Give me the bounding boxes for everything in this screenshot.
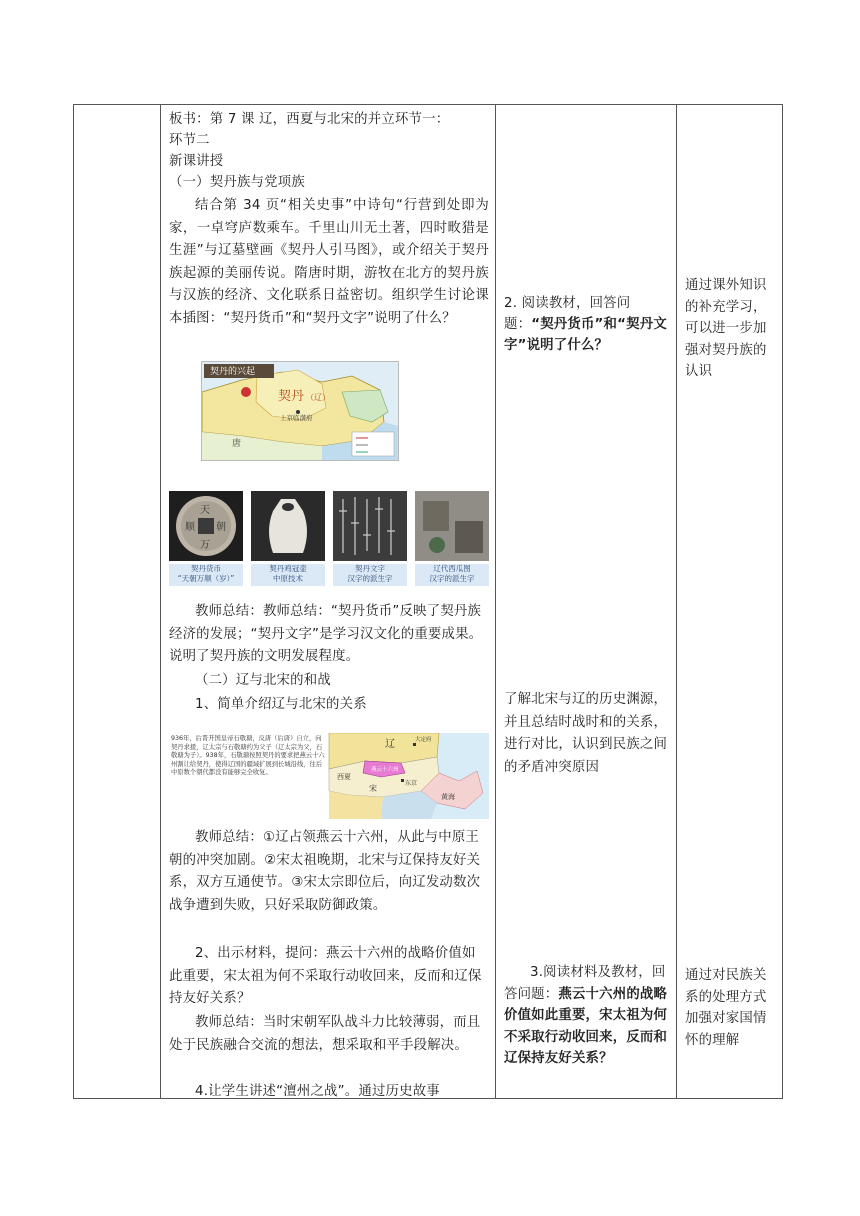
caption-kettle — [251, 564, 325, 586]
question-3-text: 燕云十六州的战略价值如此重要，宋太祖为何不采取行动收回来，反而和辽保持友好关系？ — [504, 986, 668, 1066]
question-material: 2、出示材料，提问：燕云十六州的战略价值如此重要，宋太祖为何不采取行动收回来，反而和辽保持友好关系？ — [169, 946, 482, 1006]
map2-label-dongjing: 东京 — [405, 780, 418, 787]
goal-history-relations: 了解北宋与辽的历史渊源，并且总结时战时和的关系，进行对比，认识到民族之间的矛盾冲突原因 — [504, 692, 668, 775]
coin-char-bottom: 万 — [200, 540, 210, 551]
caption-coin-title: 契丹货币 — [191, 564, 221, 573]
teacher-summary-1: 教师总结：教师总结：“契丹货币”反映了契丹族经济的发展；“契丹文字”是学习汉文化的重要成果。说明了契丹族的文明发展程度。 — [169, 604, 483, 664]
map2-caption-text: 936年，后晋开国皇帝石敬瑭，反唐（后唐）自立，向契丹求援，辽太宗与石敬瑭约为父子（辽太宗为父，石敬瑭为子）。938年，石敬瑭按照契丹的要求把燕云十六州割让给契丹，使得辽国的疆域扩展到长城沿线，往后中原数个朝代都没有能够完全收复。 — [171, 735, 325, 777]
teacher-summary-2: 教师总结：①辽占领燕云十六州，从此与中原王朝的冲突加剧。②宋太祖晚期，北宋与辽保持友好关系，双方互通使节。③宋太宗即位后，向辽发动数次战争遭到失败，只好采取防御政策。 — [169, 830, 481, 913]
map2-label-xixia: 西夏 — [337, 773, 351, 781]
khitan-kettle-photo — [251, 491, 325, 561]
student-task-4: 4.让学生讲述“澶州之战”。通过历史故事 — [195, 1084, 440, 1099]
caption-script-title: 契丹文字 — [355, 564, 385, 573]
question-2-prompt: 2. 阅读教材，回答问题： — [504, 296, 631, 332]
caption-kettle-title: 契丹鸡冠壶 — [269, 564, 307, 573]
coin-char-left: 顺 — [185, 522, 195, 533]
map2-label-liao: 辽 — [385, 739, 395, 750]
teacher-summary-3: 教师总结：当时宋朝军队战斗力比较薄弱，而且处于民族融合交流的想法，想采取和平手段解决。 — [169, 1015, 481, 1053]
subsection-2-title: （二）辽与北宋的和战 — [195, 673, 331, 688]
subsection-1-title: （一）契丹族与党项族 — [169, 175, 305, 190]
map1-label-tang: 唐 — [232, 439, 242, 449]
khitan-coin-photo — [169, 491, 243, 561]
question-3-prompt: 3.阅读材料及教材，回答问题： — [504, 965, 666, 1002]
column-stage — [74, 105, 161, 1099]
caption-coin-sub: “天朝万顺（岁）” — [177, 574, 235, 583]
subtopic-1: 1、简单介绍辽与北宋的关系 — [195, 697, 367, 712]
caption-mural — [415, 564, 489, 586]
caption-script — [333, 564, 407, 586]
column-student-activity — [496, 105, 677, 1099]
board-title: 板书：第 7 课 辽，西夏与北宋的并立环节一： — [169, 112, 450, 127]
intent-note-1: 通过课外知识的补充学习，可以进一步加强对契丹族的认识 — [685, 278, 767, 379]
khitan-artifacts-strip — [169, 491, 489, 589]
caption-coin — [169, 564, 243, 586]
map1-label-liao: （辽） — [306, 393, 330, 402]
question-2 — [504, 293, 672, 356]
column-design-intent — [677, 105, 783, 1099]
khitan-script-photo — [333, 491, 407, 561]
stage-label: 环节二 — [169, 133, 210, 148]
caption-mural-title: 辽代西瓜图 — [433, 564, 471, 573]
map2-label-song: 宋 — [369, 784, 377, 793]
section-title: 新课讲授 — [169, 154, 224, 169]
map1-label-khitan: 契丹 — [278, 389, 305, 404]
map2-label-capital: 大定府 — [415, 737, 432, 743]
map2-label-huanghe: 黄海 — [441, 793, 455, 801]
paragraph-intro: 结合第 34 页“相关史事”中诗句“行营到处即为家，一卓穹庐数乘车。千里山川无土著，四时畋猎是生涯”与辽墓壁画《契丹人引马图》，或介绍关于契丹族起源的美丽传说。隋唐时期，游牧在北方的契丹族与汉族的经济、文化联系日益密切。组织学生讨论课本插图：“契丹货币”和“契丹文字”说明了什么？ — [169, 198, 489, 326]
map1-label-city: 上京临潢府 — [280, 414, 313, 422]
liao-mural-photo — [415, 491, 489, 561]
yanyun-map — [169, 733, 489, 819]
khitan-rise-map — [201, 361, 399, 461]
coin-char-top: 天 — [200, 505, 210, 516]
caption-script-sub: 汉字的派生字 — [347, 574, 393, 583]
caption-mural-sub: 汉字的派生字 — [429, 574, 475, 583]
question-3 — [504, 962, 672, 1070]
lesson-plan-table — [73, 104, 783, 1099]
question-2-text: “契丹货币”和“契丹文字”说明了什么？ — [504, 317, 667, 353]
column-activity — [161, 105, 496, 1099]
caption-kettle-sub: 中原技术 — [273, 574, 303, 583]
coin-char-right: 朝 — [216, 522, 226, 533]
map2-label-yanyun: 燕云十六州 — [371, 767, 399, 773]
intent-note-2: 通过对民族关系的处理方式加强对家国情怀的理解 — [685, 968, 767, 1048]
map1-title: 契丹的兴起 — [210, 367, 256, 377]
